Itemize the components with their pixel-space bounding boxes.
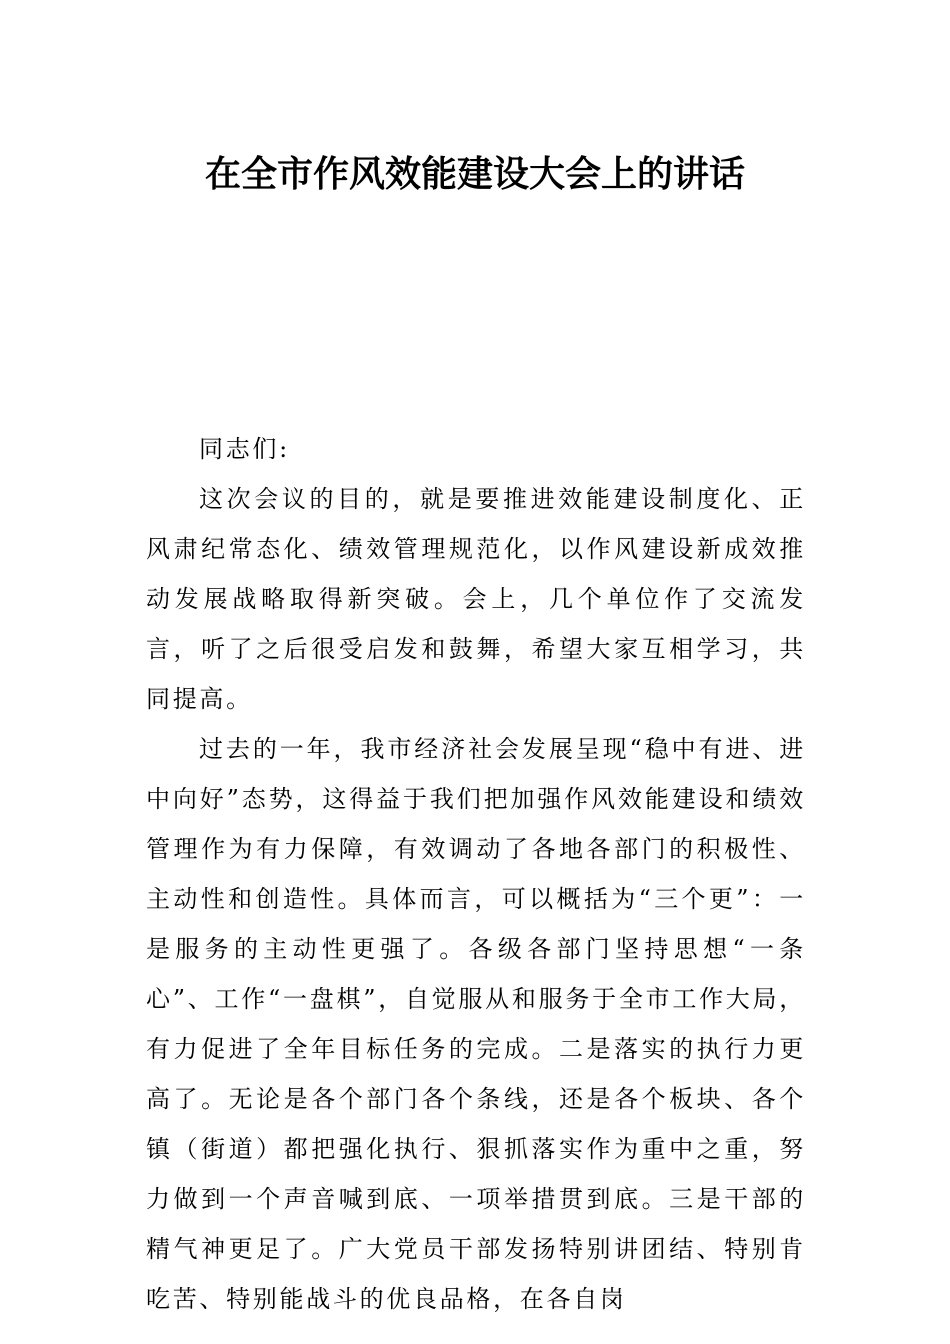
paragraph-1: 这次会议的目的，就是要推进效能建设制度化、正风肃纪常态化、绩效管理规范化，以作风建设新成效推动发展战略取得新突破。会上，几个单位作了交流发言，听了之后很受启发和鼓舞，希望大家互相学习，共同提高。 [146,485,806,713]
document-body [146,424,806,1324]
salutation: 同志们: [199,435,290,463]
paragraph-2: 过去的一年，我市经济社会发展呈现“稳中有进、进中向好”态势，这得益于我们把加强作风效能建设和绩效管理作为有力保障，有效调动了各地各部门的积极性、主动性和创造性。具体而言，可以概括为“三个更”：一是服务的主动性更强了。各级各部门坚持思想“一条心”、工作“一盘棋”，自觉服从和服务于全市工作大局，有力促进了全年目标任务的完成。二是落实的执行力更高了。无论是各个部门各个条线，还是各个板块、各个镇（街道）都把强化执行、狠抓落实作为重中之重，努力做到一个声音喊到底、一项举措贯到底。三是干部的精气神更足了。广大党员干部发扬特别讲团结、特别肯吃苦、特别能战斗的优良品格，在各自岗 [146,735,806,1313]
document-title: 在全市作风效能建设大会上的讲话 [204,153,745,195]
